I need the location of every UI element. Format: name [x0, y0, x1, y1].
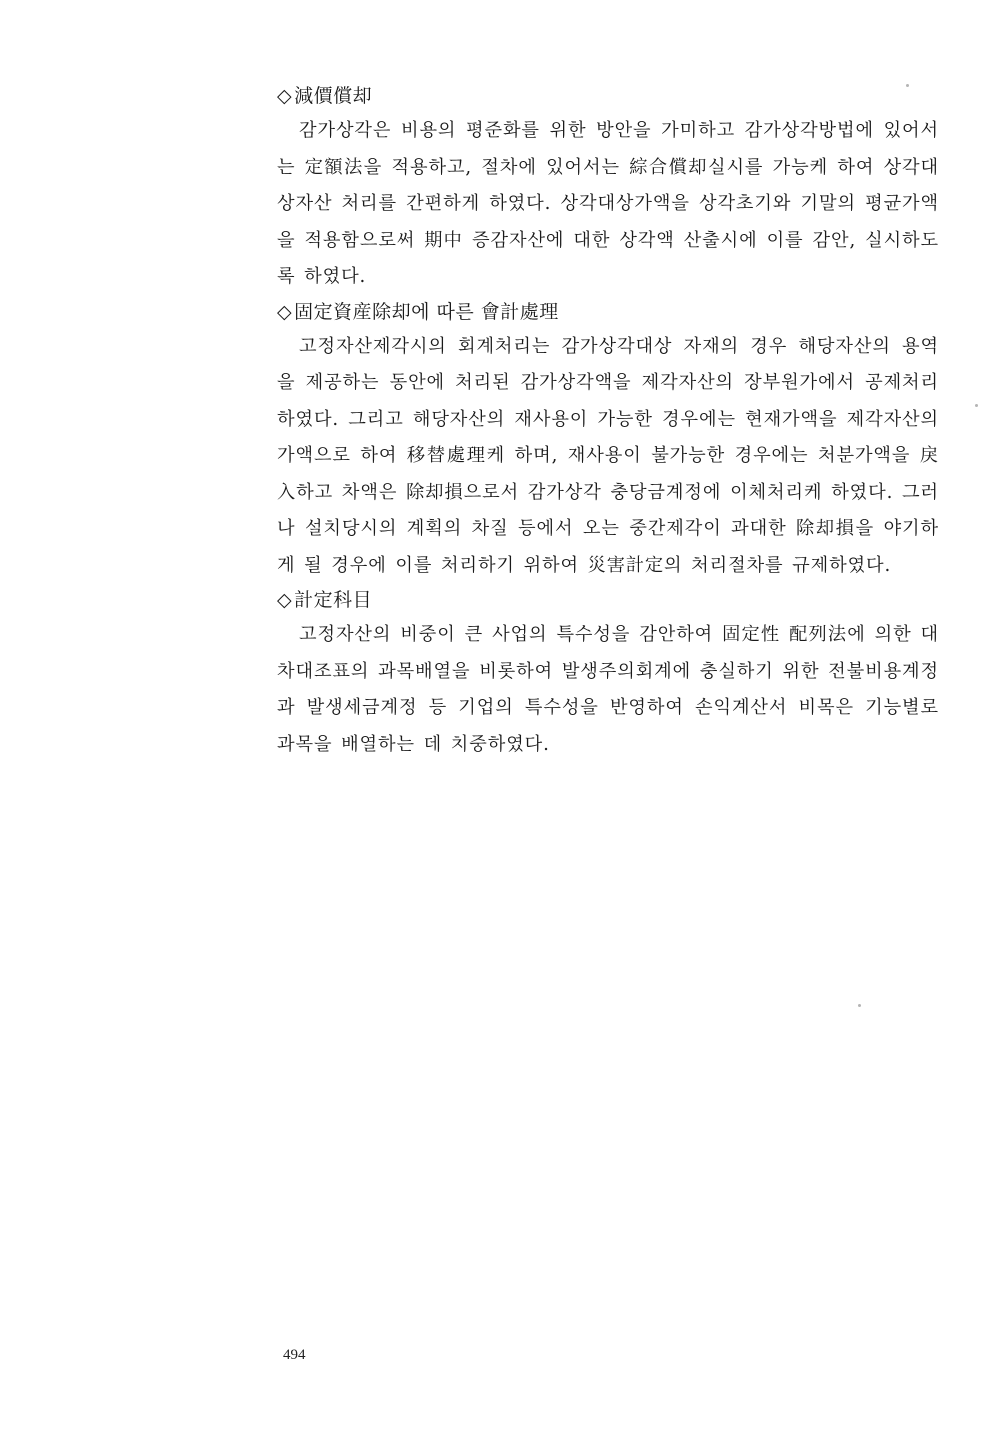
section-heading-text: 減價償却	[294, 85, 373, 107]
diamond-bullet-icon: ◇	[277, 589, 293, 611]
section-paragraph: 고정자산제각시의 회계처리는 감가상각대상 자재의 경우 해당자산의 용역을 제공하는 동안에 처리된 감가상각액을 제각자산의 장부원가에서 공제처리하였다. 그리고 해당자산의 재사용이 가능한 경우에는 현재가액을 제각자산의 가액으로 하여 移替處理케 하며, 재사용이 불가능한 경우에는 처분가액을 戾入하고 차액은 除却損으로서 감가상각 충당금계정에 이체처리케 하였다. 그러나 설치당시의 계획의 차질 등에서 오는 중간제각이 과대한 除却損을 야기하게 될 경우에 이를 처리하기 위하여 災害計定의 처리절차를 규제하였다.	[277, 335, 939, 576]
section-heading-text: 固定資産除却에 따른 會計處理	[294, 300, 559, 323]
section-asset-retirement	[277, 296, 939, 585]
page-number: 494	[283, 1347, 306, 1363]
section-depreciation	[277, 80, 939, 296]
diamond-bullet-icon: ◇	[277, 85, 293, 107]
section-paragraph: 감가상각은 비용의 평준화를 위한 방안을 가미하고 감가상각방법에 있어서는 定額法을 적용하고, 절차에 있어서는 綜合償却실시를 가능케 하여 상각대상자산 처리를 간편하게 하였다. 상각대상가액을 상각초기와 기말의 평균가액을 적용함으로써 期中 증감자산에 대한 상각액 산출시에 이를 감안, 실시하도록 하였다.	[277, 120, 939, 287]
section-heading-text: 計定科目	[294, 589, 373, 611]
scan-speck	[975, 404, 978, 407]
scan-speck	[906, 84, 909, 87]
section-heading	[277, 584, 939, 617]
page-content	[277, 80, 939, 763]
diamond-bullet-icon: ◇	[277, 300, 293, 323]
section-heading	[277, 80, 939, 113]
scan-speck	[858, 1004, 861, 1007]
section-account-items	[277, 584, 939, 763]
section-heading	[277, 296, 939, 329]
section-paragraph: 고정자산의 비중이 큰 사업의 특수성을 감안하여 固定性 配列法에 의한 대차대조표의 과목배열을 비롯하여 발생주의회계에 충실하기 위한 전불비용계정과 발생세금계정 등 기업의 특수성을 반영하여 손익계산서 비목은 기능별로 과목을 배열하는 데 치중하였다.	[277, 624, 939, 755]
